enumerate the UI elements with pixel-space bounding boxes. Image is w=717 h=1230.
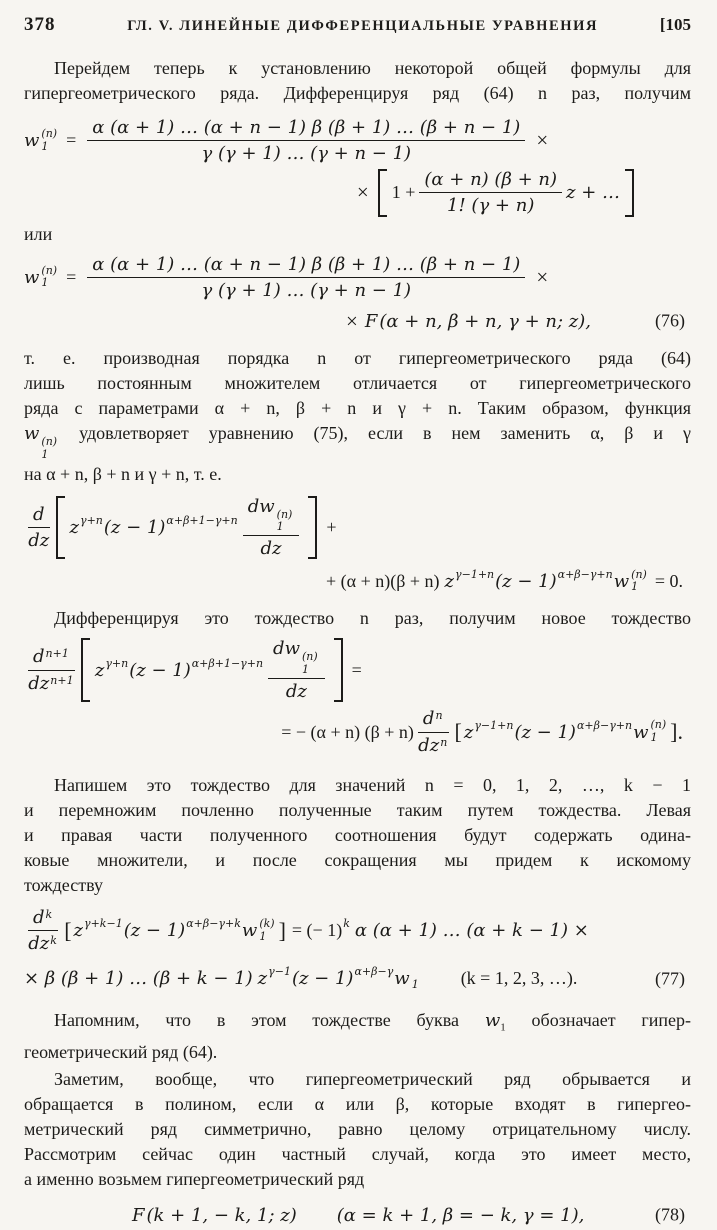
- w-subscript-wrap: [412, 966, 419, 991]
- function-arguments: (α + n, β + n, γ + n; z),: [379, 310, 591, 332]
- w-supsub: [651, 719, 667, 744]
- w-subscript: 1: [411, 977, 419, 991]
- equals-sign: =: [351, 659, 362, 680]
- z-minus-1-exponent: α+β+1−γ+n: [191, 656, 264, 670]
- right-square-bracket: ]: [278, 917, 286, 943]
- math-var-F: F: [364, 310, 378, 332]
- left-bracket: [378, 169, 387, 217]
- math-text: × β (β + 1) … (β + k − 1): [24, 968, 253, 990]
- w-superscript: (n): [650, 718, 667, 732]
- fraction-numerator: $d^n$: [418, 707, 449, 732]
- math-var-w: w: [24, 266, 40, 288]
- z-minus-1: (z − 1): [291, 968, 354, 990]
- equals-zero: = 0.: [654, 570, 683, 591]
- fraction-numerator: dw (n) 1: [268, 637, 325, 678]
- formula-76-line1: [24, 253, 691, 303]
- connector-word: или: [24, 223, 53, 244]
- operator-exponent: k: [50, 934, 57, 948]
- formula-76-line2: [24, 306, 691, 336]
- formula-identity-line1: [24, 495, 691, 561]
- w-subscript: 1: [259, 929, 267, 943]
- times-sign: ×: [346, 308, 358, 333]
- math-var-z: z: [444, 570, 455, 592]
- math-text: z + …: [565, 182, 620, 204]
- condition-text: (k = 1, 2, 3, …).: [460, 968, 578, 989]
- left-bracket: [56, 496, 65, 560]
- w-superscript: (n): [631, 567, 647, 581]
- paragraph-line: а именно возьмем гипергеометрический ряд: [24, 1169, 365, 1190]
- paragraph-line: ряда с параметрами α + n, β + n и γ + n. Таким образом, функция: [24, 398, 691, 419]
- fraction-denominator: γ (γ + 1) … (γ + n − 1): [201, 143, 412, 165]
- spacer: [412, 966, 416, 979]
- w-superscript: (n): [41, 127, 58, 141]
- w-supsub: [41, 436, 57, 461]
- formula-diff-identity-line2: [24, 707, 691, 757]
- w-superscript: (n): [301, 650, 318, 664]
- dn-dz-operator: [418, 707, 449, 757]
- paragraph-line: метрический ряд симметрично, равно целому отрицательному числу.: [24, 1119, 691, 1140]
- operator-exponent: k: [45, 907, 53, 921]
- z-minus-1-exponent: α+β−γ: [354, 965, 394, 979]
- w-supsub: [259, 918, 274, 943]
- fraction-denominator: γ (γ + 1) … (γ + n − 1): [201, 279, 412, 301]
- z-minus-1-exponent: α+β−γ+n: [557, 567, 613, 581]
- z-minus-1: (z − 1): [495, 570, 557, 592]
- coefficient-fraction: [87, 116, 525, 166]
- paragraph-text: обозначает гипер-: [531, 1009, 692, 1030]
- paragraph-line: [24, 421, 691, 461]
- fraction-numerator: dw (n) 1: [243, 495, 300, 536]
- formula-77-line2: [24, 964, 691, 994]
- w-subscript: 1: [301, 663, 309, 677]
- math-text: α (α + 1) … (α + k − 1) ×: [354, 920, 589, 942]
- operator-exponent: n: [435, 709, 443, 723]
- math-var-w: w: [24, 130, 40, 152]
- math-text: 1 +: [391, 182, 416, 203]
- math-var-w: w: [24, 423, 40, 445]
- fraction-denominator: dz: [285, 680, 307, 702]
- chapter-title: ГЛ. V. ЛИНЕЙНЫЕ ДИФФЕРЕНЦИАЛЬНЫЕ УРАВНЕНИЯ: [127, 18, 599, 34]
- equation-number: (76): [655, 310, 685, 331]
- formula-identity-line2: [24, 566, 691, 596]
- w-supsub: [277, 509, 293, 534]
- z-minus-1: (z − 1): [123, 920, 186, 942]
- z-exponent: γ+n: [80, 514, 103, 528]
- w-supsub: [41, 265, 57, 290]
- paragraph-line: Дифференцируя это тождество n раз, получим новое тождество: [54, 608, 691, 629]
- w-subscript: 1: [650, 731, 658, 744]
- w-superscript: (n): [276, 507, 293, 521]
- z-exponent: γ−1: [268, 965, 291, 979]
- formula-78: [24, 1200, 691, 1230]
- z-minus-1-exponent: α+β+1−γ+n: [166, 514, 238, 528]
- paragraph-line: геометрический ряд (64).: [24, 1042, 218, 1063]
- paragraph-text: удовлетворяет уравнению (75), если в нем заменить α, β и γ: [79, 423, 692, 444]
- fraction-denominator: dz: [260, 538, 282, 559]
- paragraph-line: тождеству: [24, 874, 103, 895]
- z-minus-1-exponent: α+β−γ+n: [576, 718, 633, 732]
- paragraph-text: Напомним, что в этом тождестве буква: [54, 1009, 460, 1030]
- z-minus-1-exponent: α+β−γ+k: [186, 917, 241, 931]
- left-square-bracket: [: [454, 719, 462, 744]
- d-dz-operator: [28, 503, 50, 553]
- w-superscript: (n): [41, 263, 58, 277]
- w-subscript: 1: [500, 1021, 506, 1034]
- dk-dz-operator: [28, 906, 58, 956]
- paragraph-line: и правая части полученного соотношения будут содержать одина-: [24, 824, 691, 845]
- math-text: + (α + n)(β + n): [326, 570, 440, 591]
- dw-dz-fraction: [268, 637, 325, 703]
- page-number: 378: [24, 14, 56, 35]
- w-superscript: (k): [259, 917, 275, 931]
- w-supsub: [302, 651, 318, 676]
- math-var-w: w: [633, 721, 649, 743]
- times-sign: ×: [536, 264, 549, 289]
- fraction-denominator: $dz^k$: [28, 933, 57, 955]
- dw-dz-fraction: [243, 495, 300, 561]
- right-bracket: [334, 638, 343, 702]
- z-minus-1: (z − 1): [514, 721, 576, 743]
- paragraph-line: Заметим, вообще, что гипергеометрический ряд обрывается и: [54, 1069, 691, 1090]
- formula-diff-identity-line1: [24, 637, 691, 703]
- operator-exponent: n+1: [50, 673, 74, 687]
- equation-number: (78): [655, 1204, 685, 1225]
- fraction-numerator: α (α + 1) … (α + n − 1) β (β + 1) … (β + n − 1): [87, 116, 525, 141]
- fraction-numerator: α (α + 1) … (α + n − 1) β (β + 1) … (β + n − 1): [87, 253, 525, 278]
- paragraph-line: [24, 1008, 691, 1041]
- right-bracket: [308, 496, 317, 560]
- equation-number: (77): [655, 968, 685, 989]
- w-superscript: (n): [41, 435, 58, 449]
- right-square-bracket: ].: [670, 719, 683, 744]
- math-var-w: w: [484, 1009, 501, 1031]
- w-subscript: 1: [41, 139, 49, 153]
- paragraph-line: Перейдем теперь к установлению некоторой общей формулы для: [54, 58, 691, 78]
- w-subscript: 1: [41, 448, 49, 462]
- w-supsub: [631, 569, 647, 594]
- condition-text: (α = k + 1, β = − k, γ = 1),: [336, 1204, 585, 1226]
- math-text: = − (α + n) (β + n): [281, 721, 414, 742]
- function-arguments: (k + 1, − k, 1; z): [146, 1204, 297, 1226]
- formula-w-derivative-line1: [24, 116, 691, 166]
- paragraph-line: гипергеометрического ряда. Дифференцируя ряд (64) n раз, получим: [24, 83, 691, 103]
- z-minus-1: (z − 1): [103, 517, 166, 539]
- equals-sign: =: [66, 266, 77, 287]
- term-fraction: [419, 168, 562, 218]
- math-var-w: w: [241, 920, 258, 942]
- math-var-z: z: [73, 920, 84, 942]
- minus-1-exponent: k: [343, 917, 350, 931]
- w-subscript: 1: [41, 276, 49, 290]
- paragraph-line: на α + n, β + n и γ + n, т. е.: [24, 463, 222, 484]
- z-exponent: γ−1+n: [474, 718, 514, 732]
- fraction-numerator: $d^k$: [28, 906, 58, 931]
- math-var-w: w: [613, 570, 630, 592]
- paragraph-line: Напишем это тождество для значений n = 0, 1, 2, …, k − 1: [54, 774, 691, 795]
- left-square-bracket: [: [64, 917, 72, 943]
- dn1-dz-operator: [28, 645, 75, 695]
- math-var-z: z: [257, 968, 268, 990]
- math-var-F: F: [132, 1204, 145, 1226]
- w-supsub: [41, 128, 57, 153]
- fraction-numerator: d: [28, 503, 50, 528]
- z-exponent: γ−1+n: [455, 567, 495, 581]
- math-var-z: z: [69, 517, 80, 539]
- times-sign: ×: [536, 128, 549, 153]
- fraction-numerator: (α + n) (β + n): [419, 168, 562, 193]
- coefficient-fraction: [87, 253, 525, 303]
- z-minus-1: (z − 1): [129, 659, 191, 681]
- formula-77-line1: [24, 906, 691, 956]
- operator-exponent: n: [440, 735, 448, 749]
- times-sign: ×: [356, 180, 369, 205]
- left-bracket: [81, 638, 90, 702]
- math-var-z: z: [463, 721, 474, 743]
- page-header: [24, 14, 691, 36]
- math-var-w: w: [394, 968, 410, 990]
- w-subscript: 1: [276, 520, 284, 534]
- paragraph-line: обращается в полином, если α или β, которые входят в гипергео-: [24, 1094, 691, 1115]
- fraction-denominator: $dz^n$: [418, 734, 448, 756]
- w-subscript: 1: [631, 580, 639, 594]
- math-text: = (− 1): [291, 920, 343, 941]
- paragraph-line: и перемножим почленно полученные таким путем тождества. Левая: [24, 799, 691, 820]
- equals-sign: =: [66, 130, 77, 151]
- fraction-denominator: 1! (γ + n): [447, 195, 535, 217]
- plus-sign: +: [326, 517, 337, 538]
- z-exponent: γ+k−1: [84, 917, 123, 931]
- math-var-z: z: [94, 659, 105, 681]
- operator-exponent: n+1: [45, 647, 69, 661]
- fraction-denominator: dz: [28, 530, 50, 552]
- right-bracket: [625, 169, 634, 217]
- formula-w-derivative-line2: [24, 168, 691, 218]
- margin-section-ref: [105: [659, 15, 691, 34]
- paragraph-line: т. е. производная порядка n от гипергеометрического ряда (64): [24, 348, 691, 369]
- paragraph-line: лишь постоянным множителем отличается от гипергеометрического: [24, 373, 691, 394]
- z-exponent: γ+n: [105, 656, 129, 670]
- paragraph-line: ковые множители, и после сокращения мы придем к искомому: [24, 849, 691, 870]
- fraction-numerator: $d^{n+1}$: [28, 645, 75, 670]
- paragraph-line: Рассмотрим сейчас один частный случай, когда это имеет место,: [24, 1144, 691, 1165]
- fraction-denominator: $dz^{n+1}$: [28, 672, 74, 694]
